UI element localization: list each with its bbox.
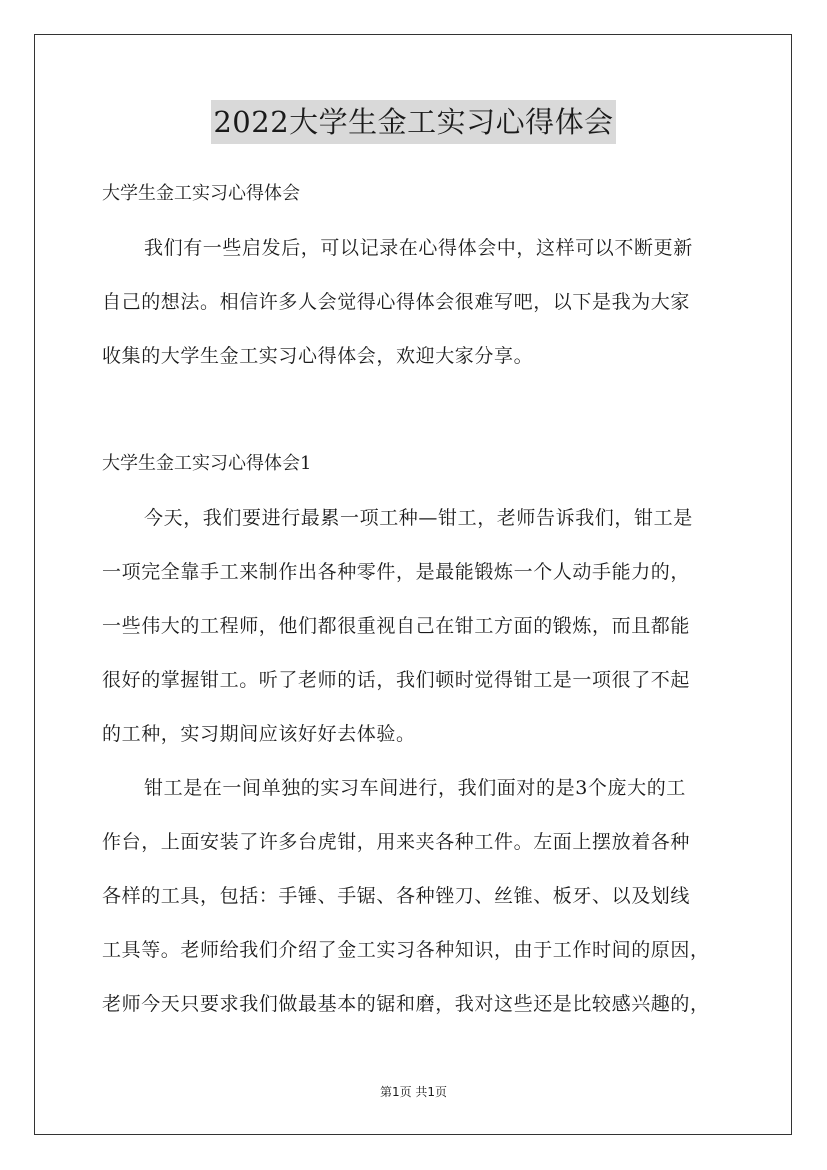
intro-line-3: 收集的大学生金工实习心得体会，欢迎大家分享。 (102, 345, 534, 367)
para2-line-3: 各样的工具，包括：手锤、手锯、各种锉刀、丝锥、板牙、以及划线 (102, 885, 691, 907)
section-heading: 大学生金工实习心得体会 (102, 183, 300, 204)
page-number: 第1页 共1页 (379, 1085, 448, 1099)
subheading: 大学生金工实习心得体会1 (102, 453, 312, 474)
para2-line-2: 作台，上面安装了许多台虎钳，用来夹各种工件。左面上摆放着各种 (102, 831, 691, 853)
para2-line-4: 工具等。老师给我们介绍了金工实习各种知识，由于工作时间的原因， (102, 939, 710, 961)
para1-line-3: 一些伟大的工程师，他们都很重视自己在钳工方面的锻炼，而且都能 (102, 615, 691, 637)
para1-line-4: 很好的掌握钳工。听了老师的话，我们顿时觉得钳工是一项很了不起 (102, 669, 691, 691)
document-title: 2022大学生金工实习心得体会 (211, 100, 615, 144)
para2-line-1: 钳工是在一间单独的实习车间进行，我们面对的是3个庞大的工 (144, 777, 686, 799)
title-container (0, 100, 827, 144)
para1-line-1: 今天，我们要进行最累一项工种—钳工，老师告诉我们，钳工是 (144, 507, 693, 529)
para1-line-2: 一项完全靠手工来制作出各种零件，是最能锻炼一个人动手能力的， (102, 561, 691, 583)
intro-line-2: 自己的想法。相信许多人会觉得心得体会很难写吧，以下是我为大家 (102, 291, 691, 313)
para2-line-5: 老师今天只要求我们做最基本的锯和磨，我对这些还是比较感兴趣的， (102, 993, 710, 1015)
page-footer (0, 1083, 827, 1101)
para1-line-5: 的工种，实习期间应该好好去体验。 (102, 723, 416, 745)
intro-line-1: 我们有一些启发后，可以记录在心得体会中，这样可以不断更新 (144, 237, 693, 259)
